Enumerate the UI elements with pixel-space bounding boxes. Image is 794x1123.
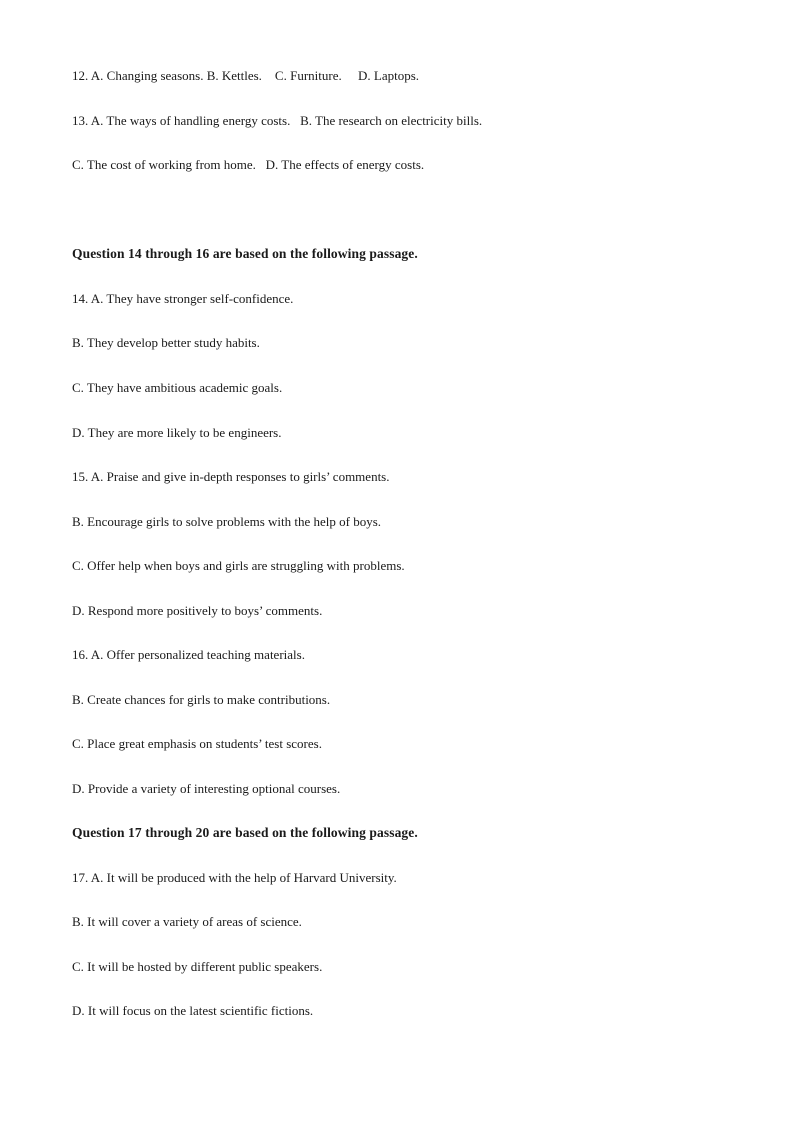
option-line-15d: D. Respond more positively to boys’ comments. [72, 603, 323, 618]
option-line-17d: D. It will focus on the latest scientific fictions. [72, 1003, 314, 1018]
option-line-16a: 16. A. Offer personalized teaching materials. [72, 647, 305, 662]
option-line-12: 12. A. Changing seasons. B. Kettles. C. Furniture. D. Laptops. [72, 68, 420, 83]
option-line-13c: C. The cost of working from home. D. The effects of energy costs. [72, 157, 425, 172]
option-line-16c: C. Place great emphasis on students’ test scores. [72, 736, 322, 751]
option-line-15b: B. Encourage girls to solve problems with the help of boys. [72, 514, 382, 529]
option-line-15a: 15. A. Praise and give in-depth responses to girls’ comments. [72, 469, 390, 484]
option-line-17b: B. It will cover a variety of areas of science. [72, 914, 302, 929]
option-line-17a: 17. A. It will be produced with the help of Harvard University. [72, 870, 397, 885]
option-line-17c: C. It will be hosted by different public speakers. [72, 959, 323, 974]
option-line-13a: 13. A. The ways of handling energy costs. B. The research on electricity bills. [72, 113, 483, 128]
section-heading-14-16: Question 14 through 16 are based on the following passage. [72, 246, 418, 261]
option-line-14a: 14. A. They have stronger self-confidence. [72, 291, 294, 306]
section-heading-17-20: Question 17 through 20 are based on the following passage. [72, 825, 418, 840]
option-line-14b: B. They develop better study habits. [72, 335, 260, 350]
option-line-16d: D. Provide a variety of interesting optional courses. [72, 781, 341, 796]
option-line-14c: C. They have ambitious academic goals. [72, 380, 283, 395]
option-line-16b: B. Create chances for girls to make contributions. [72, 692, 331, 707]
option-line-15c: C. Offer help when boys and girls are struggling with problems. [72, 558, 405, 573]
option-line-14d: D. They are more likely to be engineers. [72, 425, 282, 440]
